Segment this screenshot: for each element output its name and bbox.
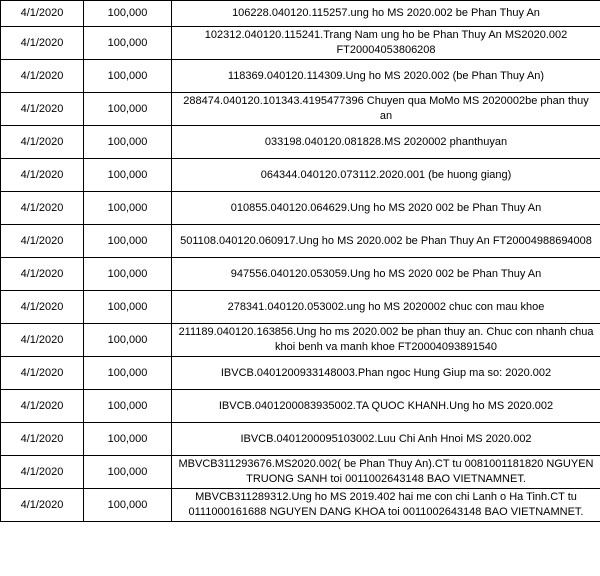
- amount-cell: 100,000: [84, 390, 172, 423]
- description-cell: MBVCB311293676.MS2020.002( be Phan Thuy An).CT tu 0081001181820 NGUYEN TRUONG SANH toi 0011002643148 BAO VIETNAMNET.: [172, 456, 600, 489]
- amount-cell: 100,000: [84, 489, 172, 522]
- table-row: [1, 93, 600, 126]
- description-cell: 288474.040120.101343.4195477396 Chuyen qua MoMo MS 2020002be phan thuy an: [172, 93, 600, 126]
- description-cell: 278341.040120.053002.ung ho MS 2020002 chuc con mau khoe: [172, 291, 600, 324]
- amount-cell: 100,000: [84, 225, 172, 258]
- date-cell: 4/1/2020: [1, 489, 84, 522]
- date-cell: 4/1/2020: [1, 258, 84, 291]
- amount-cell: 100,000: [84, 93, 172, 126]
- amount-cell: 100,000: [84, 423, 172, 456]
- description-cell: 064344.040120.073112.2020.001 (be huong giang): [172, 159, 600, 192]
- date-cell: 4/1/2020: [1, 60, 84, 93]
- table-row: [1, 258, 600, 291]
- description-cell: IBVCB.0401200933148003.Phan ngoc Hung Giup ma so: 2020.002: [172, 357, 600, 390]
- date-cell: 4/1/2020: [1, 159, 84, 192]
- description-cell: IBVCB.0401200083935002.TA QUOC KHANH.Ung ho MS 2020.002: [172, 390, 600, 423]
- description-cell: 106228.040120.115257.ung ho MS 2020.002 be Phan Thuy An: [172, 1, 600, 27]
- table-row: [1, 489, 600, 522]
- description-cell: 102312.040120.115241.Trang Nam ung ho be Phan Thuy An MS2020.002 FT20004053806208: [172, 27, 600, 60]
- table-row: [1, 357, 600, 390]
- table-row: [1, 60, 600, 93]
- date-cell: 4/1/2020: [1, 324, 84, 357]
- table-row: [1, 225, 600, 258]
- date-cell: 4/1/2020: [1, 1, 84, 27]
- amount-cell: 100,000: [84, 1, 172, 27]
- date-cell: 4/1/2020: [1, 390, 84, 423]
- amount-cell: 100,000: [84, 456, 172, 489]
- amount-cell: 100,000: [84, 258, 172, 291]
- amount-cell: 100,000: [84, 192, 172, 225]
- table-row: [1, 27, 600, 60]
- date-cell: 4/1/2020: [1, 192, 84, 225]
- table-row: [1, 390, 600, 423]
- amount-cell: 100,000: [84, 60, 172, 93]
- description-cell: 501108.040120.060917.Ung ho MS 2020.002 be Phan Thuy An FT20004988694008: [172, 225, 600, 258]
- description-cell: IBVCB.0401200095103002.Luu Chi Anh Hnoi MS 2020.002: [172, 423, 600, 456]
- amount-cell: 100,000: [84, 159, 172, 192]
- amount-cell: 100,000: [84, 291, 172, 324]
- table-row: [1, 324, 600, 357]
- date-cell: 4/1/2020: [1, 225, 84, 258]
- table-row: [1, 159, 600, 192]
- date-cell: 4/1/2020: [1, 93, 84, 126]
- table-row: [1, 126, 600, 159]
- date-cell: 4/1/2020: [1, 357, 84, 390]
- date-cell: 4/1/2020: [1, 27, 84, 60]
- amount-cell: 100,000: [84, 324, 172, 357]
- description-cell: 211189.040120.163856.Ung ho ms 2020.002 be phan thuy an. Chuc con nhanh chua khoi benh va manh khoe FT20004093891540: [172, 324, 600, 357]
- amount-cell: 100,000: [84, 126, 172, 159]
- table-row: [1, 291, 600, 324]
- table-row: [1, 1, 600, 27]
- date-cell: 4/1/2020: [1, 456, 84, 489]
- description-cell: 118369.040120.114309.Ung ho MS 2020.002 (be Phan Thuy An): [172, 60, 600, 93]
- description-cell: 010855.040120.064629.Ung ho MS 2020 002 be Phan Thuy An: [172, 192, 600, 225]
- date-cell: 4/1/2020: [1, 423, 84, 456]
- table-row: [1, 456, 600, 489]
- description-cell: MBVCB311289312.Ung ho MS 2019.402 hai me con chi Lanh o Ha Tinh.CT tu 0111000161688 NGUYEN DANG KHOA toi 0011002643148 BAO VIETNAMNET.: [172, 489, 600, 522]
- date-cell: 4/1/2020: [1, 291, 84, 324]
- description-cell: 033198.040120.081828.MS 2020002 phanthuyan: [172, 126, 600, 159]
- amount-cell: 100,000: [84, 357, 172, 390]
- table-row: [1, 192, 600, 225]
- amount-cell: 100,000: [84, 27, 172, 60]
- date-cell: 4/1/2020: [1, 126, 84, 159]
- table-row: [1, 423, 600, 456]
- description-cell: 947556.040120.053059.Ung ho MS 2020 002 be Phan Thuy An: [172, 258, 600, 291]
